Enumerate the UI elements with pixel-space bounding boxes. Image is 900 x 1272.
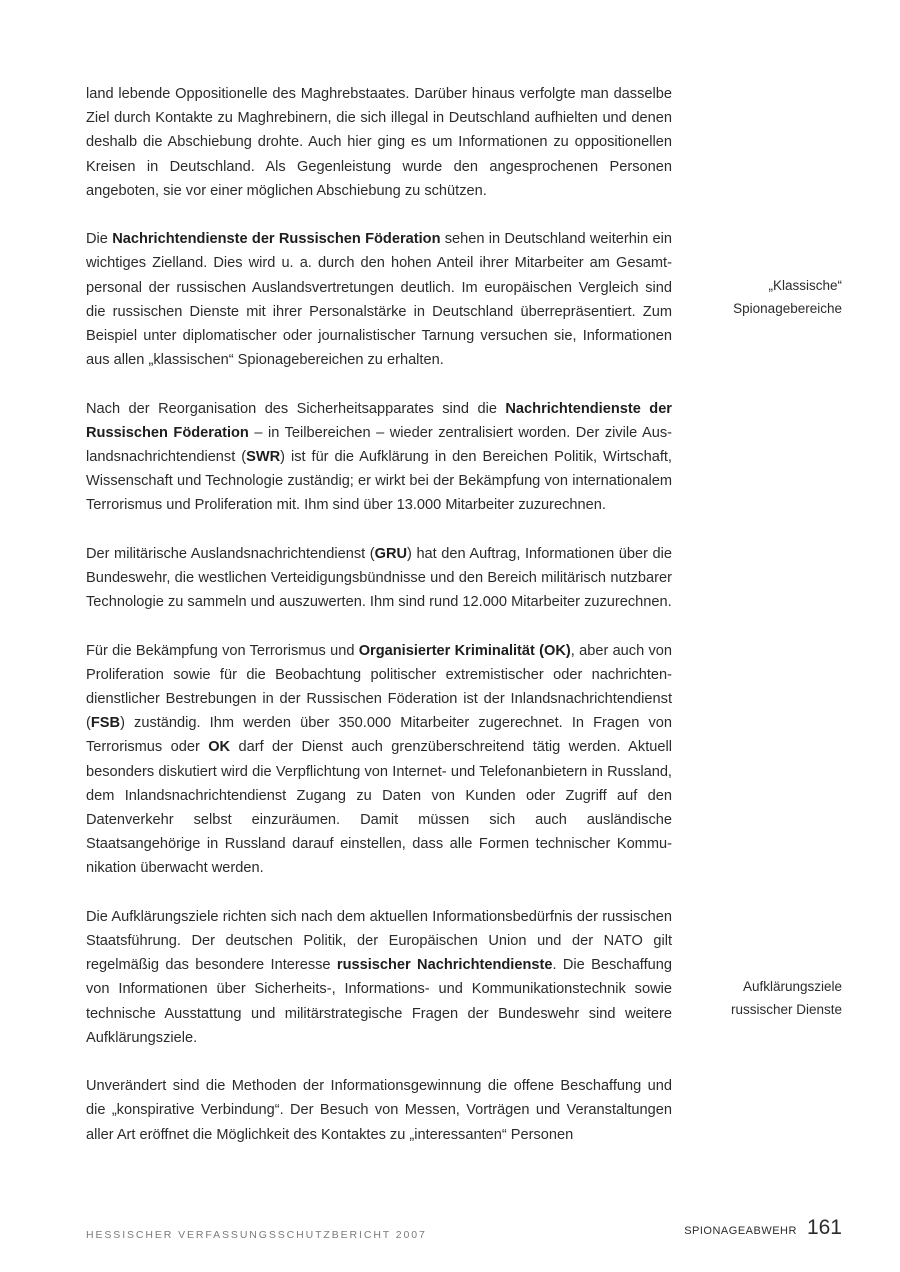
- page-number: 161: [806, 1216, 842, 1239]
- emphasized-term: russischer Nachrichtendienste: [336, 957, 553, 974]
- paragraph-5: Für die Bekämpfung von Terrorismus und Organisierter Kriminalität (OK), aber auch von Proliferation sowie für die Beobachtung politischer extremistischer oder nachrichtendienstlicher Bestrebungen in der Russischen Föderation ist der Inlandsnachrichtendienst (FSB) zuständig. Ihm werden über 350.000 Mitarbeiter zugerechnet. In Fragen von Terrorismus oder OK darf der Dienst auch grenzüberschreitend tätig werden. Aktuell besonders diskutiert wird die Verpflichtung von Internet- und Telefonanbietern in Russland, dem Inlandsnachrichtendienst Zugang zu Daten von Kunden oder Zugriff auf den Datenverkehr selbst einzuräumen. Damit müssen sich auch ausländische Staatsangehörige in Russland darauf einstellen, dass alle Formen technischer Kommunikation überwacht werden.: [86, 642, 673, 877]
- footer-page-info: [684, 1216, 842, 1240]
- paragraph-2: Die Nachrichtendienste der Russischen Föderation sehen in Deutschland weiterhin ein wichtiges Zielland. Dies wird u. a. durch den hohen Anteil ihrer Mitarbeiter am Gesamtpersonal der russischen Auslandsvertretungen deutlich. Im europäischen Vergleich sind die russischen Dienste mit ihrer Personalstärke in Deutschland überrepräsentiert. Zum Beispiel unter diplomatischer oder journalistischer Tarnung versuchen sie, Informationen aus allen „klassischen“ Spionagebereichen zu erhalten.: [86, 231, 672, 369]
- emphasized-term: SWR: [246, 449, 281, 466]
- margin-note-line: Aufklärungsziele: [742, 979, 842, 994]
- margin-note-line: russischer Dienste: [730, 1002, 842, 1017]
- emphasized-term: Nachrichtendienste der Russischen Föderation: [112, 231, 441, 248]
- footer-publication-title: HESSISCHER VERFASSUNGSSCHUTZBERICHT 2007: [86, 1229, 427, 1241]
- footer-section-name: SPIONAGEABWEHR: [684, 1225, 797, 1237]
- margin-note-aufklaerungsziele: [682, 975, 842, 1021]
- emphasized-term: Organisierter Kriminalität (OK): [358, 642, 571, 659]
- paragraph-7: Unverändert sind die Methoden der Informationsgewinnung die offene Beschaffung und die „konspirative Verbindung“. Der Besuch von Messen, Vorträgen und Veranstaltungen aller Art eröffnet die Möglichkeit des Kontaktes zu „interessanten“ Personen: [86, 1078, 672, 1143]
- paragraph-4: Der militärische Auslandsnachrichtendienst (GRU) hat den Auftrag, Informationen über die Bundeswehr, die westlichen Verteidigungsbündnisse und den Bereich militärisch nutzbarer Technologie zu sammeln und auszuwerten. Ihm sind rund 12.000 Mitarbeiter zuzurechnen.: [86, 545, 672, 611]
- margin-note-line: „Klassische“: [768, 278, 842, 293]
- emphasized-term: Nachrichtendienste der Russischen Föderation: [86, 400, 672, 441]
- margin-note-klassische-spionagebereiche: [682, 274, 842, 320]
- main-text-column: [86, 82, 672, 1171]
- paragraph-1: land lebende Oppositionelle des Maghrebstaates. Darüber hinaus verfolgte man dasselbe Ziel durch Kontakte zu Maghrebinern, die sich illegal in Deutschland aufhielten und denen deshalb die Abschiebung drohte. Auch hier ging es um Informationen zu oppositionellen Kreisen in Deutschland. Als Gegenleistung wurde den angesprochenen Personen angeboten, sie vor einer möglichen Abschiebung zu schützen.: [86, 86, 672, 199]
- paragraph-6: Die Aufklärungsziele richten sich nach dem aktuellen Informationsbedürfnis der russischen Staatsführung. Der deutschen Politik, der Europäischen Union und der NATO gilt regelmäßig das besondere Interesse russischer Nachrichtendienste. Die Beschaffung von Informationen über Sicherheits-, Informations- und Kommunikationstechnik sowie technische Ausstattung und militärstrategische Fragen der Bundeswehr sind weitere Aufklärungsziele.: [86, 908, 673, 1046]
- emphasized-term: GRU: [374, 545, 408, 562]
- emphasized-term: FSB: [90, 715, 121, 732]
- margin-note-line: Spionagebereiche: [733, 301, 842, 316]
- emphasized-term: OK: [208, 739, 231, 756]
- paragraph-3: Nach der Reorganisation des Sicherheitsapparates sind die Nachrichtendienste der Russischen Föderation – in Teilbereichen – wieder zentralisiert worden. Der zivile Auslandsnachrichtendienst (SWR) ist für die Aufklärung in den Bereichen Politik, Wirtschaft, Wissenschaft und Technologie zuständig; er wirkt bei der Bekämpfung von internationalem Terrorismus und Proliferation mit. Ihm sind über 13.000 Mitarbeiter zuzurechnen.: [86, 400, 673, 514]
